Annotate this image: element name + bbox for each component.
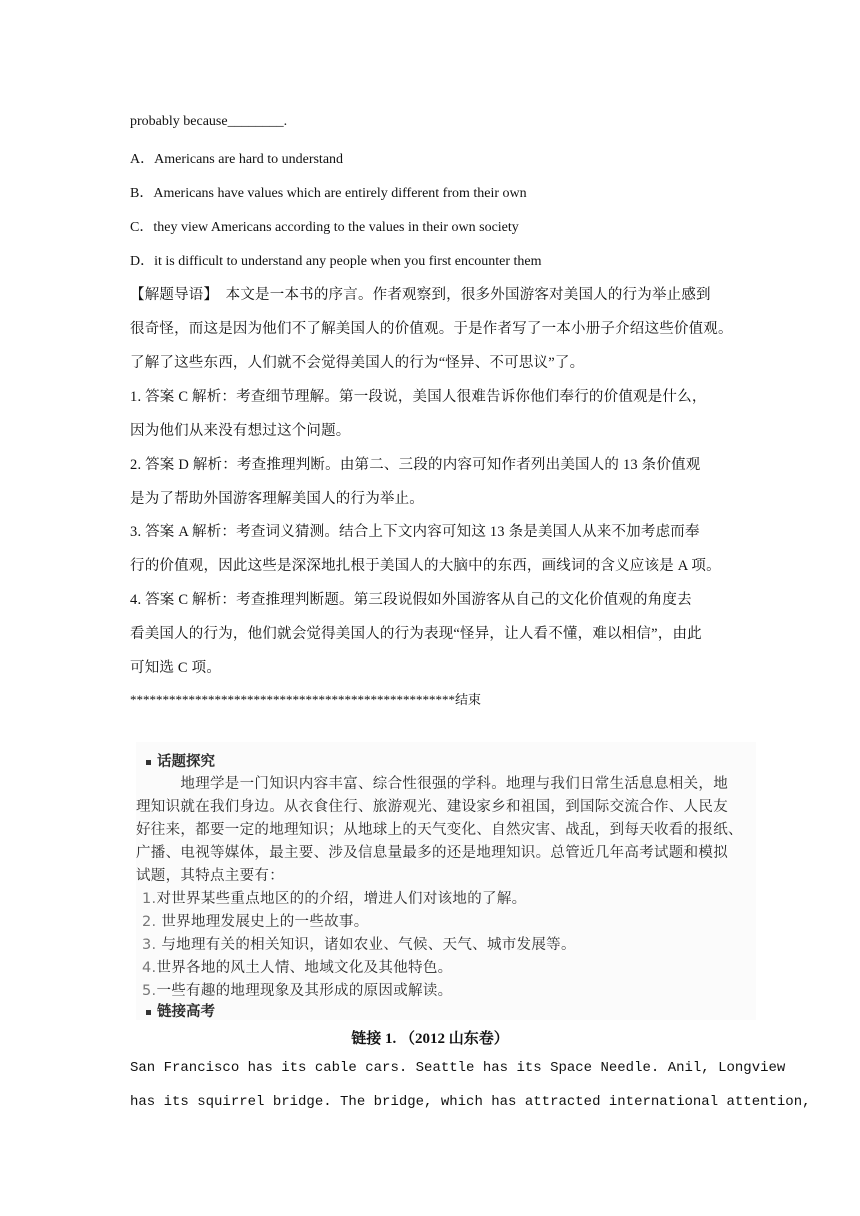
guide-line: 很奇怪，而这是因为他们不了解美国人的价值观。于是作者写了一本小册子介绍这些价值观。 <box>130 321 733 337</box>
option-d: D．it is difficult to understand any people when you first encounter them <box>130 254 542 269</box>
answer-1-line: 1. 答案 C 解析：考查细节理解。第一段说，美国人很难告诉你他们奉行的价值观是什么， <box>130 389 707 405</box>
passage-line: has its squirrel bridge. The bridge, which has attracted international attention, <box>130 1094 811 1110</box>
answer-3-line: 行的价值观，因此这些是深深地扎根于美国人的大脑中的东西，画线词的含义应该是 A 项。 <box>130 558 721 574</box>
answer-4-line: 看美国人的行为，他们就会觉得美国人的行为表现“怪异，让人看不懂，难以相信”，由此 <box>130 626 702 642</box>
bullet-icon <box>146 760 151 765</box>
scanned-topic-image <box>136 742 756 1020</box>
topic-paragraph-line: 理知识就在我们身边。从衣食住行、旅游观光、建设家乡和祖国，到国际交流合作、人民友 <box>136 799 728 815</box>
guide-line: 【解题导语】 本文是一本书的序言。作者观察到，很多外国游客对美国人的行为举止感到 <box>130 287 711 303</box>
topic-list-item: 4.世界各地的风土人情、地域文化及其他特色。 <box>142 960 453 976</box>
link-heading-text: 链接高考 <box>157 1004 215 1020</box>
passage-line: San Francisco has its cable cars. Seattle has its Space Needle. Anil, Longview <box>130 1060 786 1076</box>
answer-1-line: 因为他们从来没有想过这个问题。 <box>130 423 351 439</box>
answer-2-line: 2. 答案 D 解析：考查推理判断。由第二、三段的内容可知作者列出美国人的 13 条价值观 <box>130 457 701 473</box>
answer-4-line: 可知选 C 项。 <box>130 660 222 676</box>
end-divider: **************************************************结束 <box>130 692 482 707</box>
answer-4-line: 4. 答案 C 解析：考查推理判断题。第三段说假如外国游客从自己的文化价值观的角度去 <box>130 592 692 608</box>
option-a: A．Americans are hard to understand <box>130 152 344 167</box>
option-b: B．Americans have values which are entirely different from their own <box>130 186 527 201</box>
bullet-icon <box>146 1010 151 1015</box>
link-title: 链接 1. （2012 山东卷） <box>351 1031 509 1047</box>
topic-list-item: 5.一些有趣的地理现象及其形成的原因或解读。 <box>142 983 453 999</box>
topic-paragraph-line: 好往来，都要一定的地理知识；从地球上的天气变化、自然灾害、战乱，到每天收看的报纸、 <box>136 822 743 838</box>
answer-2-line: 是为了帮助外国游客理解美国人的行为举止。 <box>130 491 424 507</box>
topic-paragraph-line: 广播、电视等媒体，最主要、涉及信息量最多的还是地理知识。总管近几年高考试题和模拟 <box>136 845 728 861</box>
topic-list-item: 1.对世界某些重点地区的的介绍，增进人们对该地的了解。 <box>142 891 527 907</box>
topic-list-item: 3. 与地理有关的相关知识，诸如农业、气候、天气、城市发展等。 <box>142 937 576 953</box>
option-c: C．they view Americans according to the values in their own society <box>130 220 519 235</box>
topic-list-item: 2. 世界地理发展史上的一些故事。 <box>142 914 369 930</box>
topic-paragraph-line: 试题，其特点主要有： <box>136 868 284 884</box>
topic-paragraph-line: 地理学是一门知识内容丰富、综合性很强的学科。地理与我们日常生活息息相关，地 <box>136 776 728 792</box>
topic-heading-text: 话题探究 <box>157 754 215 770</box>
link-heading <box>146 1000 215 1021</box>
answer-3-line: 3. 答案 A 解析：考查词义猜测。结合上下文内容可知这 13 条是美国人从来不加考虑而奉 <box>130 524 700 540</box>
guide-line: 了解了这些东西，人们就不会觉得美国人的行为“怪异、不可思议”了。 <box>130 355 585 371</box>
question-stem-tail: probably because________. <box>130 114 288 129</box>
topic-heading <box>146 750 215 771</box>
